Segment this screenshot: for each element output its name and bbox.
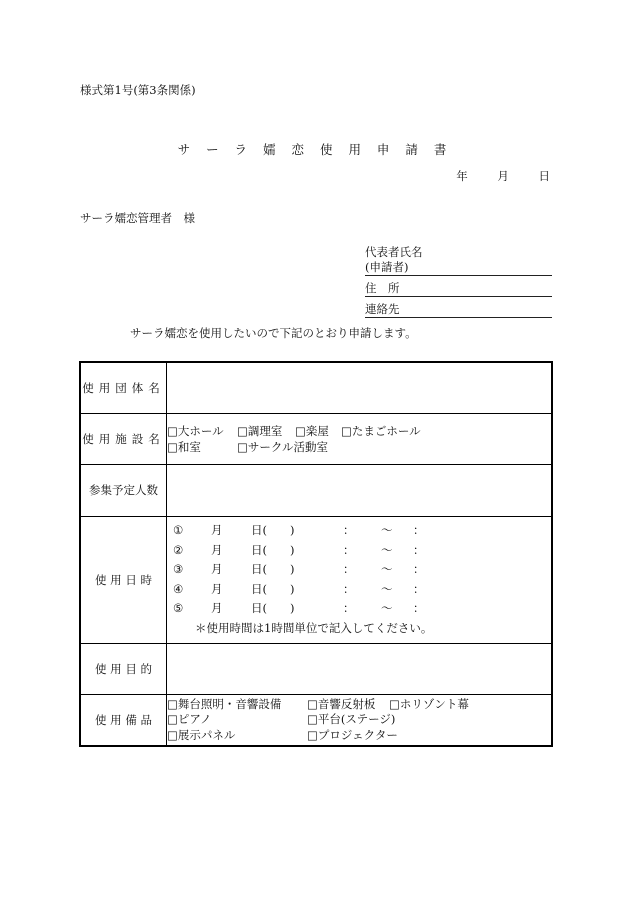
date-fields xyxy=(430,168,550,184)
facility-checkbox[interactable]: □楽屋 xyxy=(295,423,329,438)
applicant-name-field[interactable] xyxy=(365,259,552,276)
table-row xyxy=(80,643,552,694)
table-row xyxy=(80,362,552,413)
intro-text: サーラ嬬恋を使用したいので下記のとおり申請します。 xyxy=(130,326,417,340)
date-entry[interactable]: ① 月 日( ) ： 〜 ： xyxy=(173,523,425,538)
table-row xyxy=(80,694,552,746)
purpose-field[interactable] xyxy=(167,643,553,694)
date-entry[interactable]: ③ 月 日( ) ： 〜 ： xyxy=(173,562,425,577)
date-entry[interactable]: ⑤ 月 日( ) ： 〜 ： xyxy=(173,601,425,616)
address-field[interactable] xyxy=(365,280,552,297)
month-label: 月 xyxy=(497,169,509,183)
attendance-label: 参集予定人数 xyxy=(80,464,167,516)
applicant-block xyxy=(365,245,552,318)
facility-checkbox[interactable]: □たまごホール xyxy=(341,423,421,438)
facility-options xyxy=(167,413,553,464)
equipment-checkbox[interactable]: □プロジェクター xyxy=(307,727,398,742)
application-table xyxy=(79,361,553,747)
year-label: 年 xyxy=(456,169,468,183)
day-label: 日 xyxy=(538,169,550,183)
dates-label: 使 用 日 時 xyxy=(80,516,167,643)
date-entry[interactable]: ④ 月 日( ) ： 〜 ： xyxy=(173,581,425,596)
form-number: 様式第1号(第3条関係) xyxy=(80,83,196,97)
applicant-label: (申請者) xyxy=(365,260,409,274)
equipment-checkbox[interactable]: □ピアノ xyxy=(167,712,212,726)
facility-checkbox[interactable]: □調理室 xyxy=(237,423,283,438)
equipment-checkbox[interactable]: □平台(ステージ) xyxy=(307,712,396,726)
date-entry[interactable]: ② 月 日( ) ： 〜 ： xyxy=(173,542,425,557)
attendance-field[interactable] xyxy=(167,464,553,516)
table-row xyxy=(80,413,552,464)
equipment-checkbox[interactable]: □舞台照明・音響設備 xyxy=(167,696,282,711)
group-name-field[interactable] xyxy=(167,362,553,413)
equipment-checkbox[interactable]: □音響反射板 xyxy=(307,696,376,711)
date-note: ＊使用時間は1時間単位で記入してください。 xyxy=(195,620,433,635)
table-row xyxy=(80,464,552,516)
dates-content xyxy=(167,516,553,643)
addressee: サーラ嬬恋管理者 様 xyxy=(80,211,195,225)
table-row xyxy=(80,516,552,643)
group-name-label: 使用団体名 xyxy=(80,362,167,413)
equipment-checkbox[interactable]: □展示パネル xyxy=(167,727,236,742)
address-label: 住 所 xyxy=(365,281,400,295)
facility-checkbox[interactable]: □和室 xyxy=(167,439,201,454)
facility-checkbox[interactable]: □大ホール xyxy=(167,423,224,438)
facility-checkbox[interactable]: □サークル活動室 xyxy=(237,439,329,454)
equipment-options xyxy=(167,694,553,746)
facility-label: 使用施設名 xyxy=(80,413,167,464)
equipment-label: 使 用 備 品 xyxy=(80,694,167,746)
purpose-label: 使 用 目 的 xyxy=(80,643,167,694)
page-title: サ ー ラ 嬬 恋 使 用 申 請 書 xyxy=(177,142,453,157)
rep-name-label: 代表者氏名 xyxy=(365,245,423,259)
contact-field[interactable] xyxy=(365,301,552,318)
equipment-checkbox[interactable]: □ホリゾント幕 xyxy=(389,696,469,711)
contact-label: 連絡先 xyxy=(365,302,400,316)
